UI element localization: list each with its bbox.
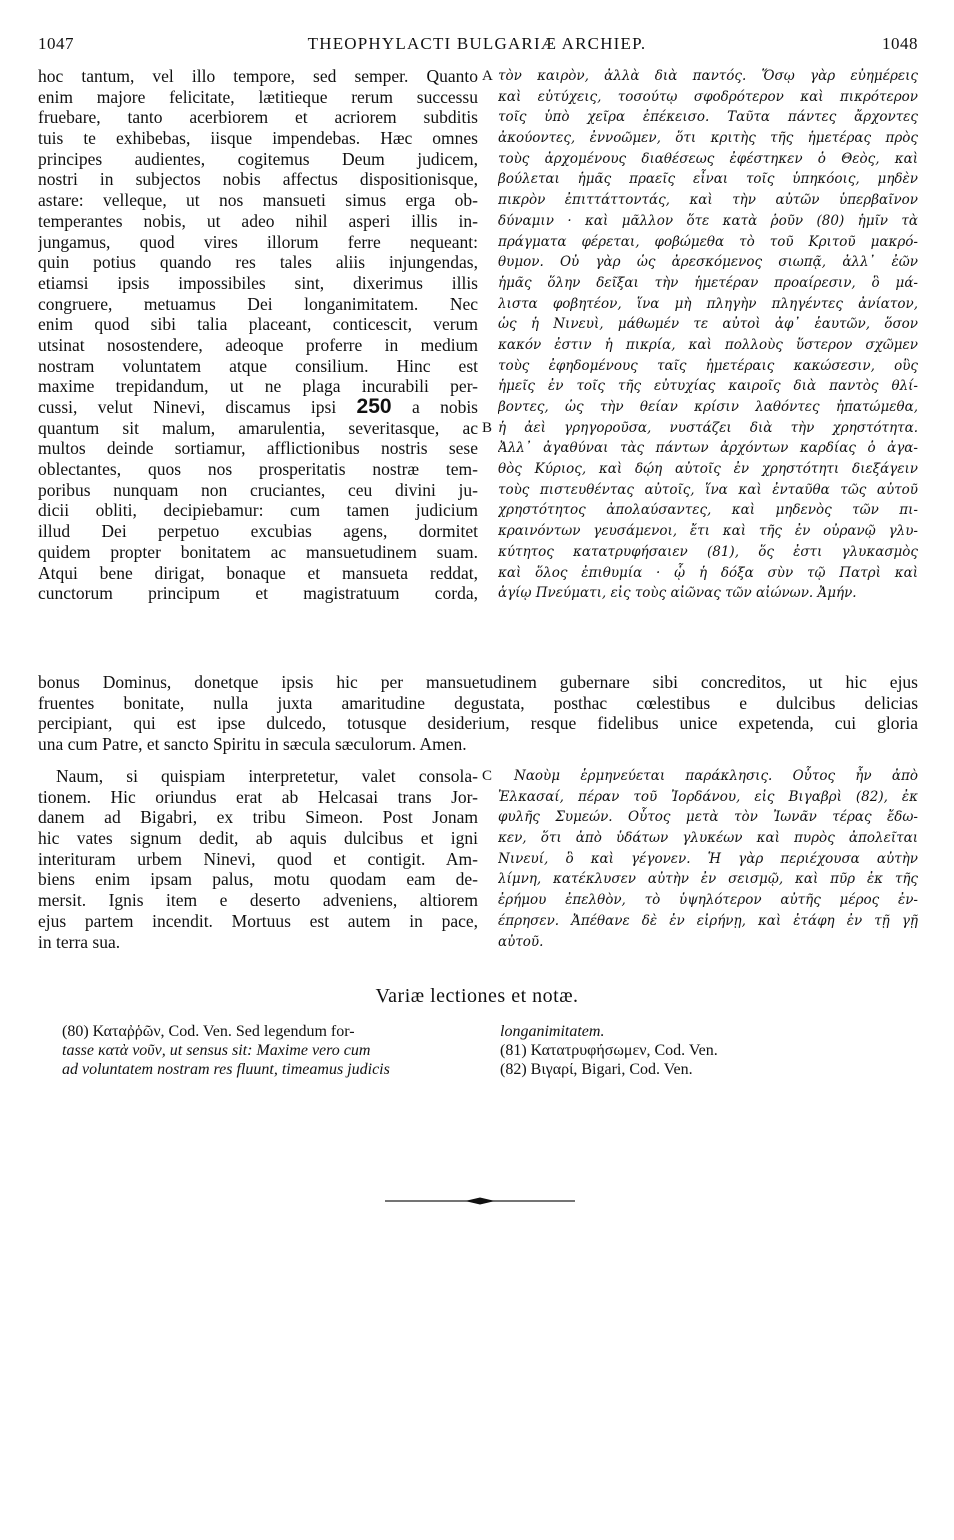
latin-line: tuis te exhibebas, iisque impendebas. Hæc omnes [38, 128, 478, 149]
margin-letter-c: C [482, 768, 493, 784]
greek-line: φυλῆς Συμεών. Οὗτος μετὰ τὸν Ἰωνᾶν τέρας ἔδω- [498, 809, 918, 826]
latin-line: interituram urbem Ninevi, quod et contigit. Am- [38, 848, 478, 869]
latin-line: utsinat nosostendere, adeoque proferre in medium [38, 334, 478, 355]
latin-line: congruere, metuamus Dei longanimitatem. Nec [38, 293, 478, 314]
end-ornament-rule [385, 1196, 575, 1206]
full-width-paragraph [38, 672, 918, 755]
notes-right-column [500, 1022, 920, 1079]
greek-column [498, 66, 918, 604]
latin-line: poribus nunquam non cruciantes, ceu divini ju- [38, 479, 478, 500]
greek-line: καὶ ὅλος ἐπιθυμία · ᾧ ἡ δόξα σὺν τῷ Πατρὶ καὶ [498, 564, 918, 581]
notes-section-title: Variæ lectiones et notæ. [375, 985, 579, 1007]
greek-line: ἐρήμου ἐπελθὸν, τὸ ὑψηλότερον αὐτῆς μέρος ἐν- [498, 892, 918, 909]
latin-line-text: cussi, velut Ninevi, discamus ipsi [38, 397, 337, 417]
latin-line: astare: velleque, ut nos mansueti simus erga ob- [38, 190, 478, 211]
greek-line: ὡς ἡ Νινευὶ, μάθωμέν τε αὐτοὶ ἀφ᾽ ἑαυτῶν, ὅσον [498, 316, 918, 333]
greek-line: βούλεται ἡμᾶς πραεῖς εἶναι τοῖς ὑπηκόοις, μηδὲν [498, 171, 918, 188]
latin-line: cunctorum principum et magistratuum corda, [38, 583, 478, 604]
latin-line: biens enim ipsam palus, motu quodam eam de- [38, 869, 478, 890]
greek-line: αὐτοῦ. [498, 933, 544, 950]
latin-line: hic vates signum dedit, ab aquis dulcibus et igni [38, 828, 478, 849]
latin-line: ejus partem incendit. Mortuus est autem in pace, [38, 910, 478, 931]
note-line: (81) Κατατρυφήσωμεν, Cod. Ven. [500, 1042, 718, 1059]
latin-column [38, 66, 478, 604]
latin-line: maxime trepidandum, ut ne plaga incurabili per- [38, 376, 478, 397]
latin-line: fruebare, tanto acerbiorem et acriorem subditis [38, 107, 478, 128]
greek-line: λίμνη, κατέκλυσεν αὐτὴν ἐν σεισμῷ, καὶ πῦρ ἐκ τῆς [498, 871, 918, 888]
note-line: (82) Βιγαρί, Bigari, Cod. Ven. [500, 1061, 693, 1078]
latin-line: jungamus, quod vires illorum ferre nequeant: [38, 231, 478, 252]
latin-line-with-number [38, 397, 478, 418]
right-page-number: 1048 [882, 34, 918, 53]
greek-line: Ναοὺμ ἑρμηνεύεται παράκλησις. Οὗτος ἦν ἀπὸ [514, 768, 918, 784]
latin-line: tionem. Hic oriundus erat ab Helcasai trans Jor- [38, 786, 478, 807]
latin-line: etiamsi ipsis impossibiles sint, dixerimus illis [38, 272, 478, 293]
greek-line: τοὺς ἐφηδομένους ταῖς ἡμετέραις κακώσεσιν, οὓς [498, 357, 918, 374]
margin-letter-a: A [482, 68, 493, 84]
greek-line: τοὺς πιστευθέντας αὐτοῖς, ἵνα καὶ ἐνταῦθα τῶς αὐτοῦ [498, 481, 918, 498]
greek-line: Ἀλλ᾽ ἀγαθύναι τὰς πάντων ἀρχόντων καρδίας ὁ ἀγα- [498, 440, 918, 457]
latin-line: quantum sit malum, amarulentia, severitasque, ac [38, 417, 478, 438]
greek-line: θυμον. Οὐ γὰρ ὡς ἀρεσκόμενος σιωπᾷ, ἀλλ᾽ ἐῶν [498, 254, 918, 271]
greek-line: τὸν καιρὸν, ἀλλὰ διὰ παντός. Ὅσῳ γὰρ εὐημέρεις [498, 68, 918, 84]
greek-line: ἀκούοντες, ἐννοῶμεν, ὅτι κριτὴς τῆς ἡμετέρας πρὸς [498, 130, 918, 147]
column-number: 250 [356, 397, 392, 418]
latin-naum-paragraph [38, 766, 478, 952]
latin-line: enim majore felicitate, lætitieque rerum successu [38, 86, 478, 107]
greek-line: θὸς Κύριος, καὶ δῴη αὐτοῖς ἐν χρηστότητι διεξάγειν [498, 461, 918, 478]
greek-line: χρηστότητος ἀπολαύσαντες, καὶ μηδενὸς τῶν πι- [498, 502, 918, 519]
greek-line: κραινόντων γευσάμενοι, ἔτι καὶ τῆς ἐν οὐρανῷ γλυ- [498, 523, 918, 540]
latin-line: illud Dei perpetuo excubias agens, dormitet [38, 521, 478, 542]
full-line: bonus Dominus, donetque ipsis hic per mansuetudinem gubernare sibi concreditos, ut hic ejus [38, 672, 918, 692]
latin-line: dicii obliti, decipiebamur: cum tamen judicium [38, 500, 478, 521]
left-page-number: 1047 [38, 34, 74, 53]
greek-line: ἡ ἀεὶ γρηγοροῦσα, νυστάζει διὰ τὴν χρηστότητα. [498, 419, 918, 436]
note-line: (80) Καταῤῥῶν, Cod. Ven. Sed legendum for- [62, 1023, 355, 1040]
greek-line: έπρησεν. Ἀπέθανε δὲ ἐν εἰρήνῃ, καὶ ἐτάφη ἐν τῇ γῇ [498, 912, 918, 929]
greek-line: ἡμεῖς ἐν τοῖς τῆς εὐτυχίας καιροῖς διὰ παντὸς θλί- [498, 378, 918, 395]
greek-line: κύτητος κατατρυφήσαιεν (81), ὅς ἐστι γλυκασμὸς [498, 543, 918, 560]
greek-line: ἡμᾶς ὅλην δεῖξαι τὴν ἡμετέραν προαίρεσιν, ὃ μά- [498, 274, 918, 291]
full-line: fruentes bonitate, nulla juxta amaritudine degustata, posthac cœlestibus e dulcibus delicias [38, 692, 918, 713]
full-line: una cum Patre, et sancto Spiritu in sæcula sæculorum. Amen. [38, 734, 467, 755]
running-title: THEOPHYLACTI BULGARIÆ ARCHIEP. [307, 34, 647, 53]
greek-line: ἁγίῳ Πνεύματι, εἰς τοὺς αἰῶνας τῶν αἰώνων. Ἀμήν. [498, 585, 857, 602]
greek-line: δύναμιν · καὶ μᾶλλον ὅτε κατὰ ῥοῦν (80) ἡμῖν τὰ [498, 212, 918, 229]
latin-line: quidem propter bonitatem ac mansuetudinem suam. [38, 541, 478, 562]
greek-line: τοῖς ὑπὸ χεῖρα ἐπέκεισο. Ταῦτα πάντες ἄρχοντες [498, 109, 918, 126]
latin-line: quin potius quando res tales aliis injungendas, [38, 252, 478, 273]
margin-letter-b: B [482, 420, 493, 436]
full-line: percipiant, qui est ipse dulcedo, totusque desiderium, resque fidelibus unice expetenda, cui gloria [38, 713, 918, 734]
greek-line: Νινευί, ὃ καὶ γέγονεν. Ἡ γὰρ περιέχουσα αὐτὴν [498, 850, 918, 867]
latin-line: principes audientes, cogitemus Deum judicem, [38, 148, 478, 169]
latin-line: nostri in subjectos nobis affectus dispositionisque, [38, 169, 478, 190]
latin-line: nostram voluntatem atque consilium. Hinc est [38, 355, 478, 376]
latin-line: in terra sua. [38, 931, 121, 952]
note-line: tasse κατὰ νοῦν, ut sensus sit: Maxime vero cum [62, 1042, 371, 1059]
note-line: longanimitatem. [500, 1023, 605, 1040]
latin-line: multos deinde sortiamur, afflictionibus nostris sese [38, 438, 478, 459]
note-line: ad voluntatem nostram res fluunt, timeamus judicis [62, 1061, 390, 1078]
greek-line: κακόν ἐστιν ἡ πικρία, καὶ πολλοὺς ὕστερον σχῶμεν [498, 336, 918, 353]
greek-line: πράγματα φέρεται, φοβώμεθα τὸ τοῦ Κριτοῦ μακρό- [498, 233, 918, 250]
latin-line: Atqui bene dirigat, bonaque et mansueta reddat, [38, 562, 478, 583]
greek-line: τοὺς ἀρχομένους διαθέσεως ἐφέστηκεν ὁ Θεὸς, καὶ [498, 150, 918, 167]
notes-left-column [62, 1022, 482, 1079]
latin-line-tail: a nobis [411, 397, 478, 417]
latin-line: enim quod sibi talia placeant, conticescit, verum [38, 314, 478, 335]
greek-line: πικρὸν ἐπιττάττοντάς, καὶ τὴν αὐτῶν ὑπερβαῖνον [498, 192, 918, 209]
latin-line: hoc tantum, vel illo tempore, sed semper. Quanto [38, 66, 478, 86]
greek-line: λιστα φοβητέον, ἵνα μὴ πληγὴν πληγέντες ἀνίατον, [498, 295, 918, 312]
latin-line: danem ad Bigabri, ex tribu Simeon. Post Jonam [38, 807, 478, 828]
latin-line: Naum, si quispiam interpretetur, valet consola- [56, 766, 478, 786]
latin-line: mersit. Ignis item e deserto adveniens, altiorem [38, 890, 478, 911]
greek-line: Ἐλκασαί, πέραν τοῦ Ἰορδάνου, εἰς Βιγαβρὶ (82), ἐκ [498, 788, 918, 805]
greek-line: κεν, ὅτι ἀπὸ ὑδάτων γλυκέων καὶ πυρὸς ἀπολεῖται [498, 830, 918, 847]
greek-line: βοντες, ὡς τὴν θείαν κρίσιν λαθόντες ἠπατώμεθα, [498, 399, 918, 415]
latin-line: oblectantes, quos nos prosperitatis nostræ tem- [38, 459, 478, 480]
latin-line: temperantes nobis, ut adeo nihil asperi illis in- [38, 210, 478, 231]
greek-line: καὶ εὐτύχεις, τοσούτῳ σφοδρότερον καὶ πικρότερον [498, 88, 918, 105]
greek-naum-paragraph [498, 766, 918, 952]
